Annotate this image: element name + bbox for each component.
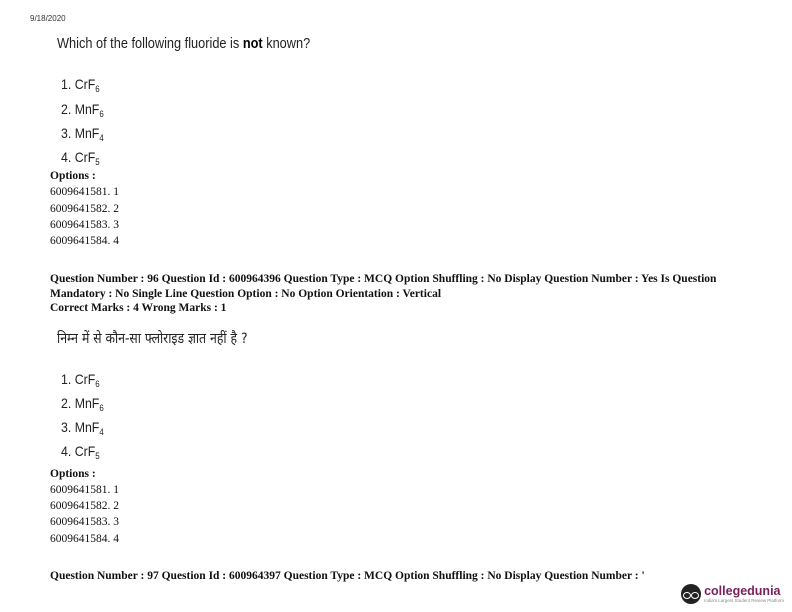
option-id: 6009641581. 1 xyxy=(50,186,119,198)
option-subscript: 5 xyxy=(95,157,100,167)
question-text-end: known? xyxy=(262,36,311,52)
option-id: 6009641583. 3 xyxy=(50,516,119,528)
answer-option-4 xyxy=(61,443,100,461)
collegedunia-logo xyxy=(681,584,784,604)
option-subscript: 4 xyxy=(99,133,104,143)
option-id: 6009641583. 3 xyxy=(50,219,119,231)
answer-option-1 xyxy=(61,76,100,94)
option-subscript: 4 xyxy=(99,427,104,437)
option-formula: 1. CrF xyxy=(61,371,96,387)
answer-option-1 xyxy=(61,371,100,389)
answer-option-2 xyxy=(61,395,104,413)
option-formula: 2. MnF xyxy=(61,101,100,117)
option-id: 6009641582. 2 xyxy=(50,500,119,512)
option-formula: 2. MnF xyxy=(61,395,100,411)
question-text-emphasis: not xyxy=(242,36,263,52)
option-formula: 3. MnF xyxy=(61,125,100,141)
options-label: Options : xyxy=(50,170,96,182)
question-text-start: Which of the following fluoride is xyxy=(57,36,243,52)
question-text-hindi: निम्न में से कौन-सा फ्लोराइड ज्ञात नहीं है ? xyxy=(57,331,248,347)
option-formula: 4. CrF xyxy=(61,149,96,165)
logo-text xyxy=(704,585,784,604)
option-formula: 4. CrF xyxy=(61,443,96,459)
answer-option-4 xyxy=(61,149,100,167)
answer-option-3 xyxy=(61,419,104,437)
question-meta: Question Number : 97 Question Id : 600964397 Question Type : MCQ Option Shuffling : No Display Question Number : ' xyxy=(50,570,645,582)
option-subscript: 6 xyxy=(95,379,100,389)
option-formula: 1. CrF xyxy=(61,76,96,92)
question-meta: Question Number : 96 Question Id : 600964396 Question Type : MCQ Option Shuffling : No Display Question Number : Yes Is Question Mandatory : No Single Line Question Option : No Option Orientation : Vertical xyxy=(50,273,717,300)
options-label: Options : xyxy=(50,468,96,480)
option-subscript: 6 xyxy=(99,109,104,119)
answer-option-3 xyxy=(61,125,104,143)
logo-name: collegedunia xyxy=(704,583,781,598)
logo-tagline: India's Largest Student Review Platform xyxy=(704,597,784,603)
option-id: 6009641584. 4 xyxy=(50,235,119,247)
question-text-english xyxy=(57,36,310,52)
option-id: 6009641584. 4 xyxy=(50,533,119,545)
option-formula: 3. MnF xyxy=(61,419,100,435)
print-date: 9/18/2020 xyxy=(30,14,66,23)
marks-info: Correct Marks : 4 Wrong Marks : 1 xyxy=(50,302,227,314)
option-subscript: 5 xyxy=(95,451,100,461)
option-subscript: 6 xyxy=(95,84,100,94)
option-id: 6009641581. 1 xyxy=(50,484,119,496)
option-id: 6009641582. 2 xyxy=(50,203,119,215)
answer-option-2 xyxy=(61,101,104,119)
student-mascot-icon xyxy=(681,584,701,604)
option-subscript: 6 xyxy=(99,403,104,413)
